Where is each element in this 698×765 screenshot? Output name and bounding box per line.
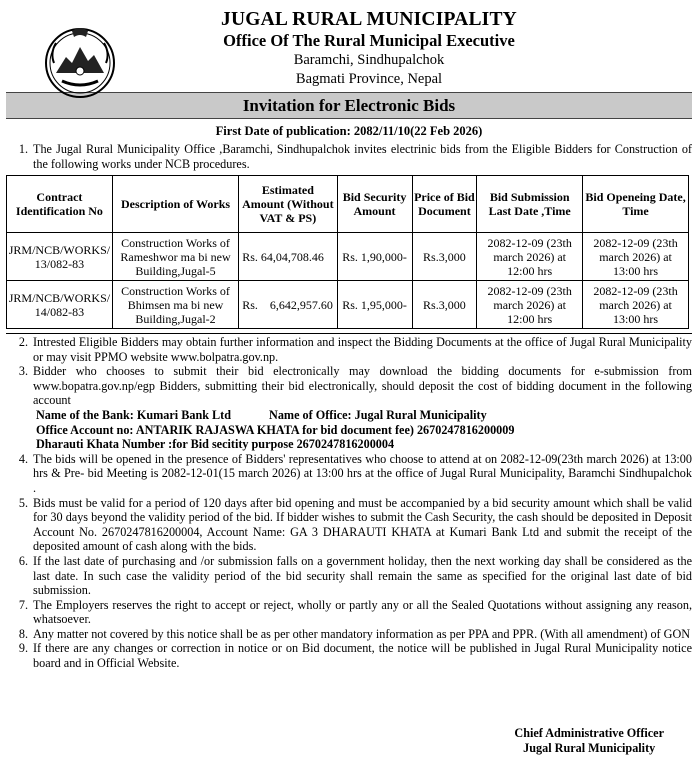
item-text: Bidder who chooses to submit their bid electronically may download the bidding documents for e-submission from www.bopatra.gov.np/egp Bidders, submitting their bid electronically, should deposit the cost of bidding document in the following account (33, 364, 692, 408)
item-number: 2. (18, 335, 28, 349)
cell-opening-date: 2082-12-09 (23th march 2026) at 13:00 hrs (583, 281, 689, 329)
divider (6, 333, 692, 334)
cell-description: Construction Works of Rameshwor ma bi new Building,Jugal-5 (112, 233, 238, 281)
bank-details (6, 408, 692, 452)
item-text: The Jugal Rural Municipality Office ,Baramchi, Sindhupalchok invites electrinic bids from the Eligible Bidders for Construction of the following works under NCB procedures. (33, 142, 692, 171)
notice-page (0, 9, 698, 765)
col-estimated-amount: Estimated Amount (Without VAT & PS) (239, 176, 337, 233)
cell-doc-price: Rs.3,000 (412, 233, 477, 281)
list-item (6, 364, 692, 408)
table-header-row (7, 176, 689, 233)
office-name: Office Of The Rural Municipal Executive (223, 31, 515, 50)
cell-bid-security: Rs. 1,90,000- (337, 233, 412, 281)
item-text: If the last date of purchasing and /or submission falls on a government holiday, then the next working day shall be considered as the last date. In such case the validity period of the bid security shall remain the same as specified for the original last date of bid submission. (33, 553, 692, 598)
publication-date: First Date of publication: 2082/11/10(22 Feb 2026) (215, 124, 483, 138)
list-item (6, 496, 692, 554)
cell-estimated-amount: Rs. 6,642,957.60 (239, 281, 337, 329)
item-number: 3. (18, 364, 28, 379)
cell-description: Construction Works of Bhimsen ma bi new Building,Jugal-2 (112, 281, 238, 329)
cell-bid-security: Rs. 1,95,000- (337, 281, 412, 329)
col-bid-doc-price: Price of Bid Document (412, 176, 477, 233)
municipality-title: JUGAL RURAL MUNICIPALITY (221, 9, 517, 30)
item-number: 6. (18, 553, 28, 568)
item-number: 4. (18, 451, 28, 466)
item-text: Intrested Eligible Bidders may obtain further information and inspect the Bidding Documents at the office of Jugal Rural Municipality or may visit PPMO website www.bolpatra.gov.np. (33, 335, 692, 364)
office-account: Office Account no: ANTARIK RAJASWA KHATA for bid document fee) 2670247816200009 (36, 422, 515, 437)
col-description: Description of Works (112, 176, 238, 233)
address-line-1: Baramchi, Sindhupalchok (293, 52, 445, 68)
cell-contract-id: JRM/NCB/WORKS/13/082-83 (7, 233, 113, 281)
bank-name-line (36, 408, 692, 423)
intro-paragraph (6, 142, 692, 172)
notice-items (6, 335, 692, 671)
item-number: 8. (18, 626, 28, 641)
list-item (6, 554, 692, 598)
list-item (6, 641, 692, 670)
cell-submission-date: 2082-12-09 (23th march 2026) at 12:00 hrs (477, 233, 583, 281)
col-contract-id: Contract Identification No (7, 176, 113, 233)
signatory-title: Chief Administrative Officer (514, 726, 664, 740)
item-text: Bids must be valid for a period of 120 days after bid opening and must be accompanied by a bid security amount which shall be valid for 30 days beyond the validity period of the bid. If bidder wishes to submit the Cash Security, the cash should be deposited in Deposit Account No. 2670247816200004, Account Name: GA 3 DHARAUTI KHATA at Kumari Bank Ltd and submit the receipt of the deposited amount of cash along with the bids. (33, 495, 692, 554)
notice-banner: Invitation for Electronic Bids (6, 92, 692, 119)
item-number: 9. (18, 641, 28, 656)
cell-contract-id: JRM/NCB/WORKS/14/082-83 (7, 281, 113, 329)
letterhead (46, 9, 692, 89)
office-name-account: Name of Office: Jugal Rural Municipality (269, 407, 487, 422)
table-row (7, 233, 689, 281)
signatory-office: Jugal Rural Municipality (523, 740, 656, 755)
item-number: 5. (18, 495, 28, 510)
bank-name: Name of the Bank: Kumari Bank Ltd (36, 407, 232, 422)
col-submission-date: Bid Submission Last Date ,Time (477, 176, 583, 233)
list-item (6, 335, 692, 364)
list-item (6, 598, 692, 627)
cell-doc-price: Rs.3,000 (412, 281, 477, 329)
item-number: 1. (18, 142, 28, 156)
cell-submission-date: 2082-12-09 (23th march 2026) at 12:00 hrs (477, 281, 583, 329)
cell-opening-date: 2082-12-09 (23th march 2026) at 13:00 hrs (583, 233, 689, 281)
address-line-2: Bagmati Province, Nepal (295, 71, 443, 87)
list-item (6, 452, 692, 496)
item-text: If there are any changes or correction in notice or on Bid document, the notice will be published in Jugal Rural Municipality notice board and in Official Website. (33, 641, 692, 671)
table-row (7, 281, 689, 329)
item-text: The Employers reserves the right to accept or reject, wholly or partly any or all the Sealed Quotations without assigning any reason, whatsoever. (33, 597, 692, 627)
signature-block (514, 726, 664, 755)
bid-table (6, 175, 689, 329)
list-item (6, 627, 692, 642)
dharauti-account: Dharauti Khata Number :for Bid secitity purpose 2670247816200004 (36, 437, 395, 452)
col-opening-date: Bid Openeing Date, Time (583, 176, 689, 233)
cell-estimated-amount: Rs. 64,04,708.46 (239, 233, 337, 281)
nepal-government-emblem-icon (42, 23, 118, 99)
item-text: The bids will be opened in the presence of Bidders' representatives who choose to attend at on 2082-12-09(23th march 2026) at 13:00 hrs & Pre- bid Meeting is 2082-12-01(15 march 2026) at 13:00 hrs at the office of Jugal Rural Municipality, Baramchi Sindhupalchok . (33, 451, 692, 495)
item-number: 7. (18, 597, 28, 612)
col-bid-security: Bid Security Amount (337, 176, 412, 233)
item-text: Any matter not covered by this notice shall be as per other mandatory information as per PPA and PPR. (With all amendment) of GON (33, 626, 691, 641)
